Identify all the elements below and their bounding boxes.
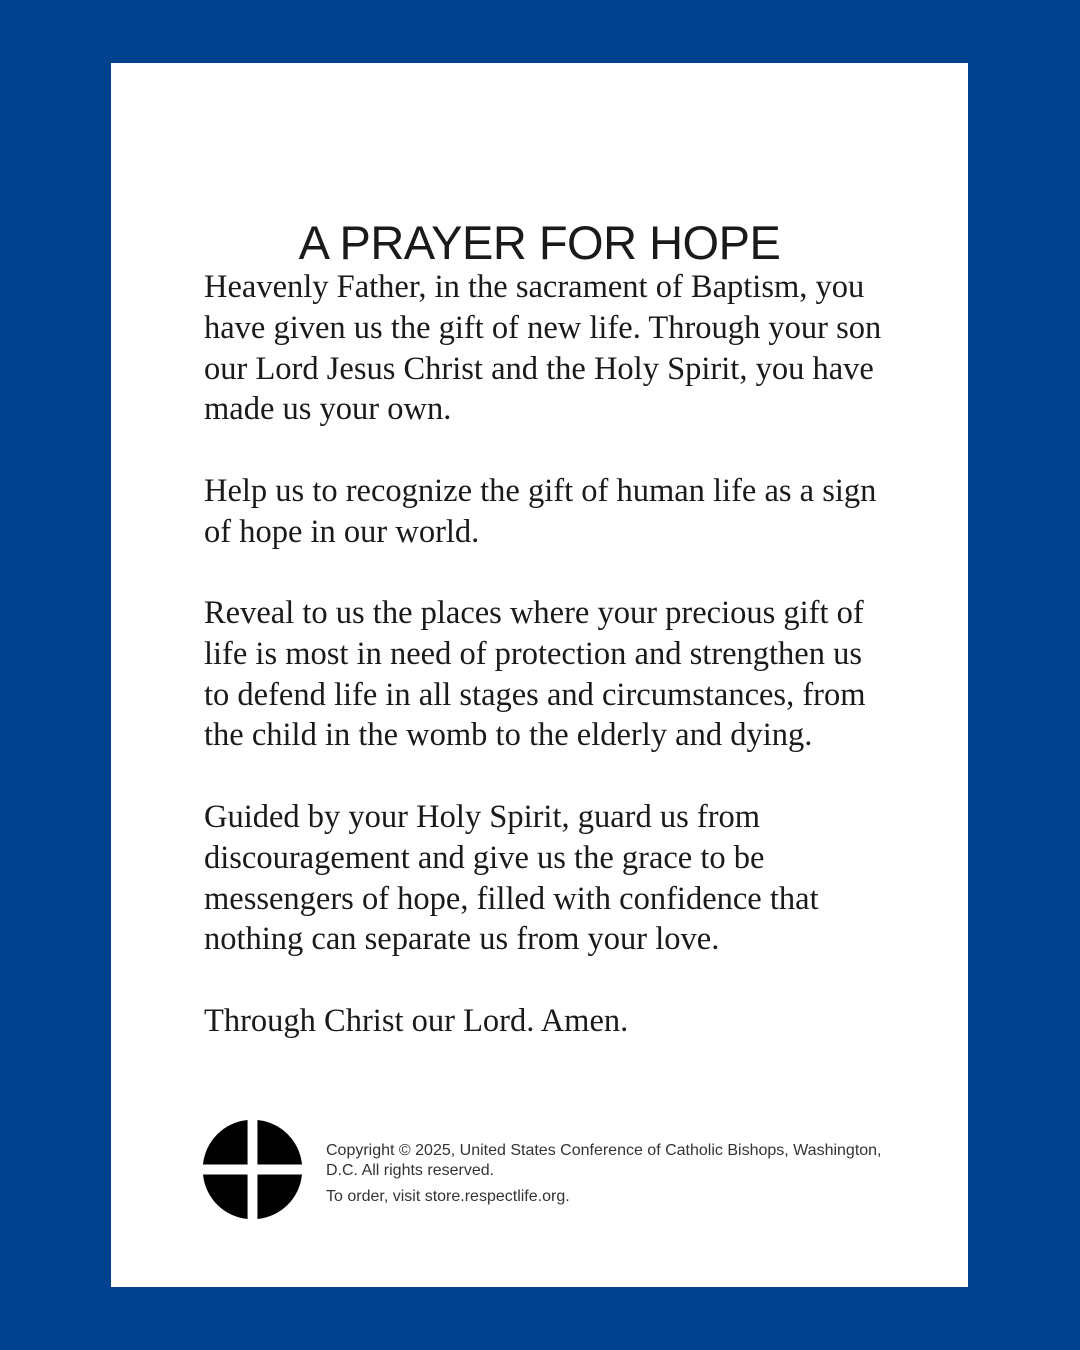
prayer-title: A PRAYER FOR HOPE — [298, 216, 781, 269]
prayer-paragraph-2: Help us to recognize the gift of human life as a sign of hope in our world. — [204, 473, 877, 550]
usccb-cross-logo-icon — [203, 1120, 302, 1219]
prayer-paragraph-1: Heavenly Father, in the sacrament of Baptism, you have given us the gift of new life. Through your son our Lord Jesus Christ and the Holy Spirit, you have made us your own. — [204, 269, 882, 428]
prayer-paragraph-3: Reveal to us the places where your precious gift of life is most in need of protection and strengthen us to defend life in all stages and circumstances, from the child in the womb to the elderly and dying. — [204, 595, 866, 754]
prayer-card — [111, 63, 968, 1287]
prayer-closing: Through Christ our Lord. Amen. — [204, 1003, 629, 1039]
footer — [326, 1141, 886, 1207]
order-text: To order, visit store.respectlife.org. — [326, 1188, 570, 1205]
copyright-text: Copyright © 2025, United States Conference of Catholic Bishops, Washington, D.C. All rights reserved. — [326, 1142, 882, 1179]
prayer-paragraph-4: Guided by your Holy Spirit, guard us from discouragement and give us the grace to be messengers of hope, filled with confidence that nothing can separate us from your love. — [204, 799, 819, 958]
